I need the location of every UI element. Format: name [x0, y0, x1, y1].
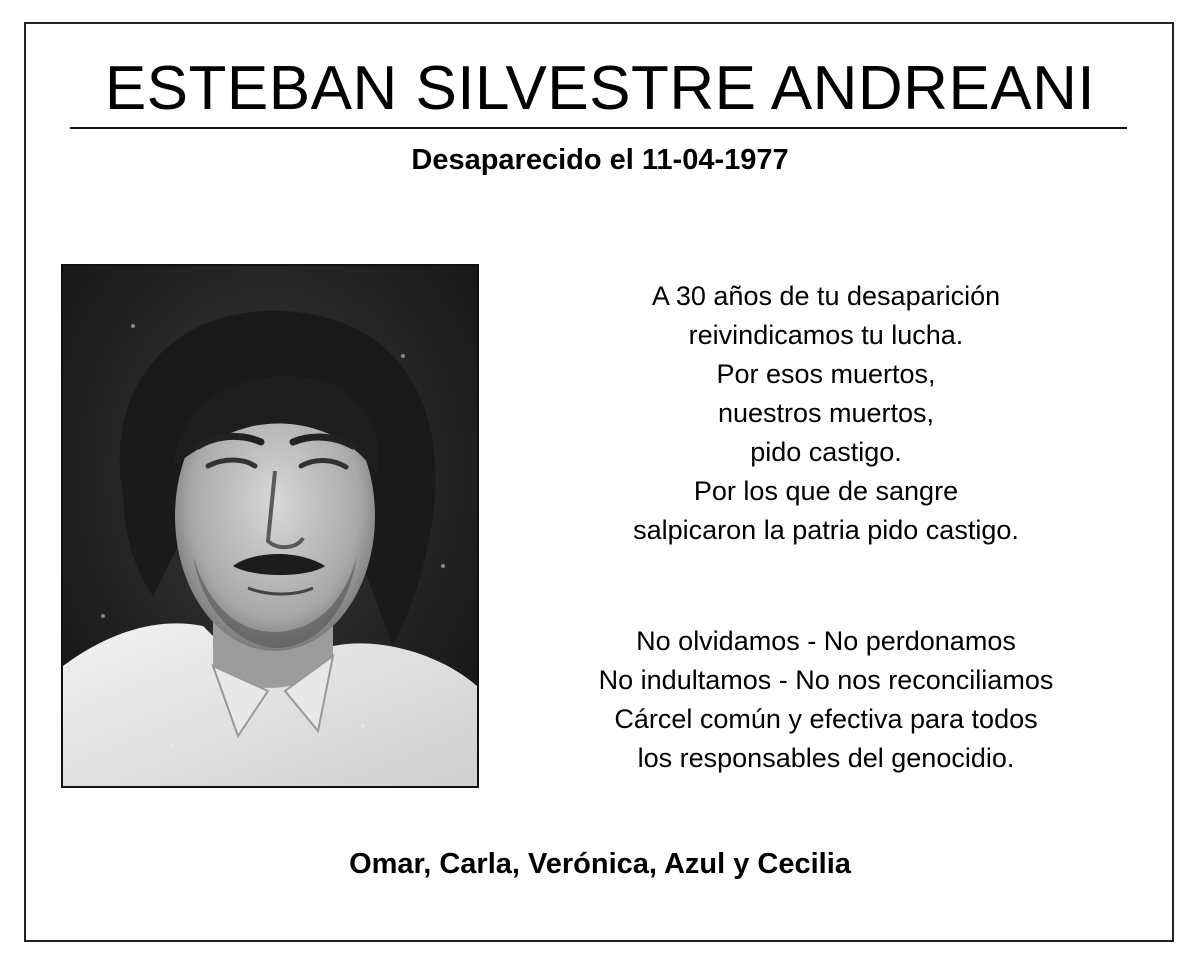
- poem-line: salpicaron la patria pido castigo.: [633, 515, 1019, 545]
- person-name: ESTEBAN SILVESTRE ANDREANI: [104, 54, 1096, 123]
- poem-line: Por los que de sangre: [693, 476, 959, 506]
- poem-line: Por esos muertos,: [716, 359, 936, 389]
- poem-stanza-tribute: [526, 277, 1126, 550]
- portrait-photo: [61, 264, 479, 788]
- poem-line: los responsables del genocidio.: [637, 743, 1015, 773]
- family-signature: Omar, Carla, Verónica, Azul y Cecilia: [349, 848, 851, 880]
- poem-line: A 30 años de tu desaparición: [651, 281, 1001, 311]
- title-divider: [70, 127, 1127, 129]
- poem-line: No olvidamos - No perdonamos: [636, 626, 1016, 656]
- poem-line: nuestros muertos,: [717, 398, 935, 428]
- poem-line: pido castigo.: [750, 437, 902, 467]
- poem-line: reivindicamos tu lucha.: [688, 320, 964, 350]
- disappearance-date: Desaparecido el 11-04-1977: [411, 144, 789, 176]
- poem-stanza-demands: [526, 622, 1126, 778]
- poem-line: Cárcel común y efectiva para todos: [614, 704, 1038, 734]
- poem-line: No indultamos - No nos reconciliamos: [598, 665, 1054, 695]
